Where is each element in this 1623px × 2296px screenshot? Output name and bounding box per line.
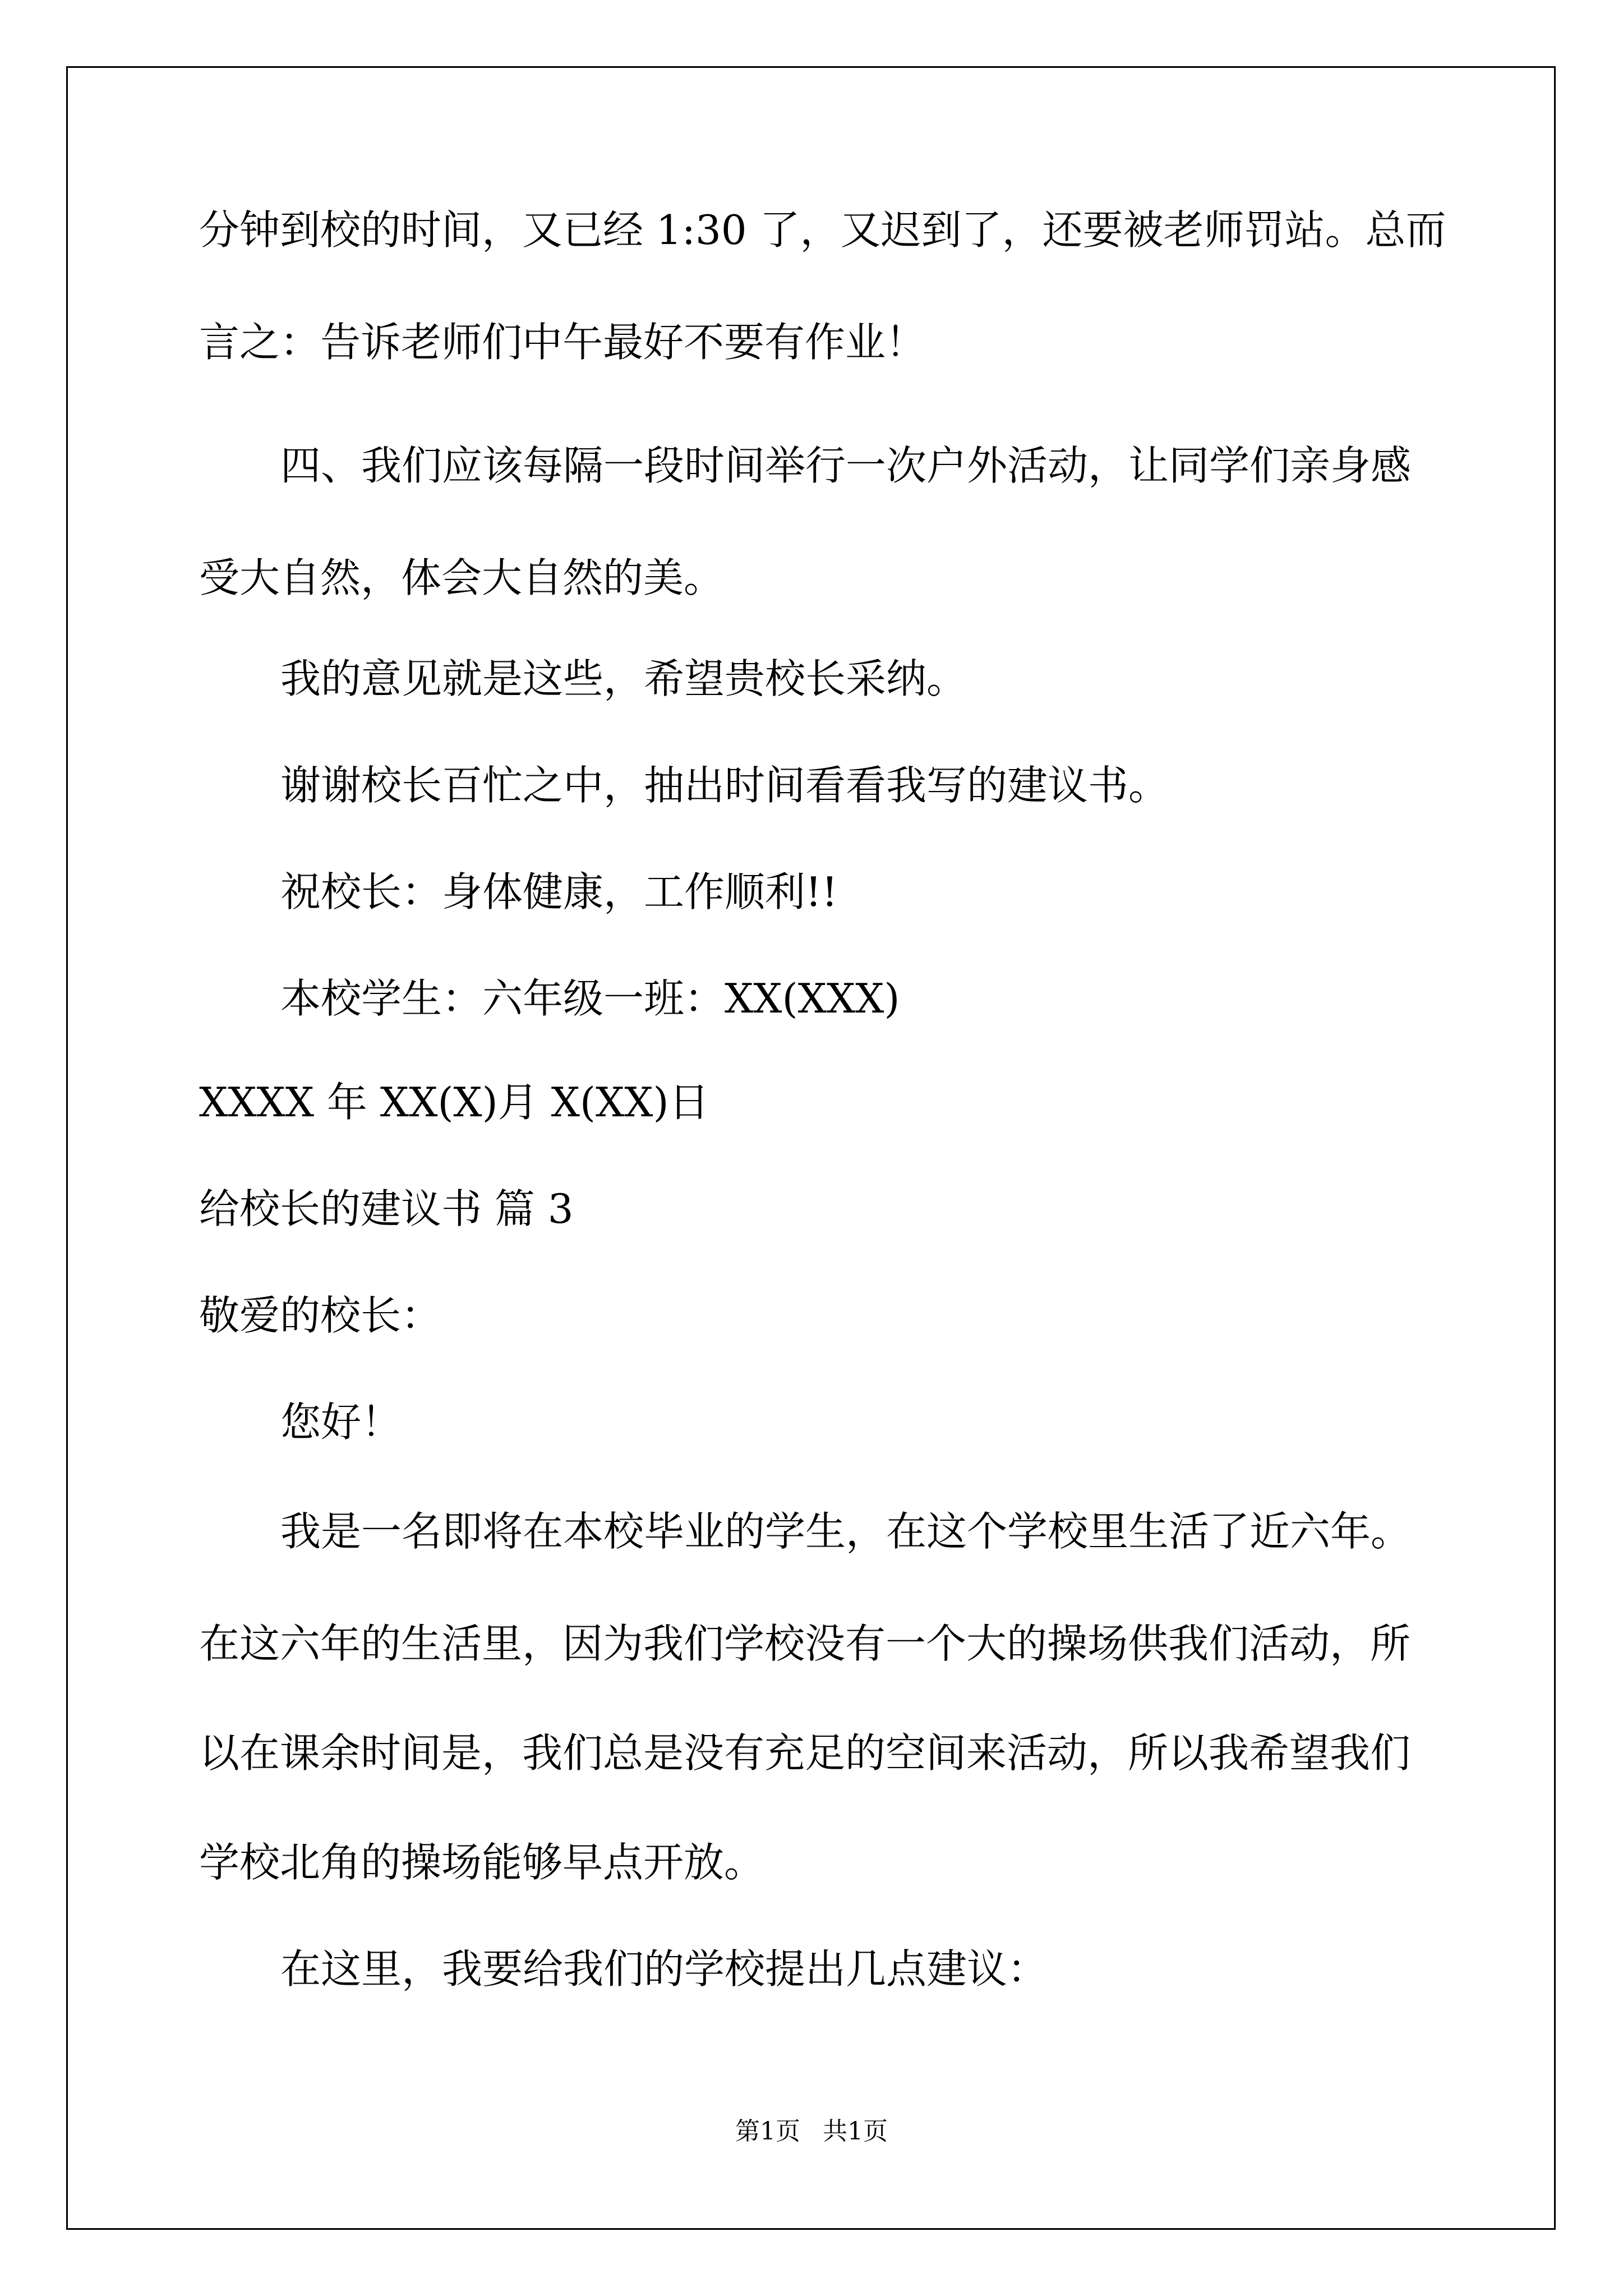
salutation: 敬爱的校长： [199,1292,442,1339]
page-total: 共1页 [823,2117,888,2146]
greeting: 您好！ [280,1398,402,1446]
date-line: XXXX 年 XX(X)月 X(XX)日 [199,1079,709,1126]
text-line: 我的意见就是这些，希望贵校长采纳。 [280,655,967,702]
text-line: 本校学生：六年级一班：XX(XXX) [280,975,900,1022]
text-line: 以在课余时间是，我们总是没有充足的空间来活动，所以我希望我们 [199,1729,1411,1777]
text-line: 谢谢校长百忙之中，抽出时间看看我写的建议书。 [280,762,1169,809]
text-line: 祝校长：身体健康，工作顺利!! [280,868,838,915]
text-line: 在这六年的生活里，因为我们学校没有一个大的操场供我们活动，所 [199,1620,1411,1667]
text-line: 言之：告诉老师们中午最好不要有作业！ [199,319,926,366]
page-footer [0,2115,1623,2148]
text-line: 四、我们应该每隔一段时间举行一次户外活动，让同学们亲身感 [280,442,1412,489]
text-line: 分钟到校的时间，又已经 1:30 了，又迟到了，还要被老师罚站。总而 [199,206,1446,254]
text-line: 在这里，我要给我们的学校提出几点建议： [280,1945,1048,1993]
page-border [66,66,1556,2230]
page-number: 第1页 [735,2117,800,2146]
text-line: 受大自然，体会大自然的美。 [199,554,725,601]
section-title: 给校长的建议书 篇 3 [199,1185,574,1232]
text-line: 学校北角的操场能够早点开放。 [199,1839,765,1886]
text-line: 我是一名即将在本校毕业的学生，在这个学校里生活了近六年。 [280,1508,1412,1555]
